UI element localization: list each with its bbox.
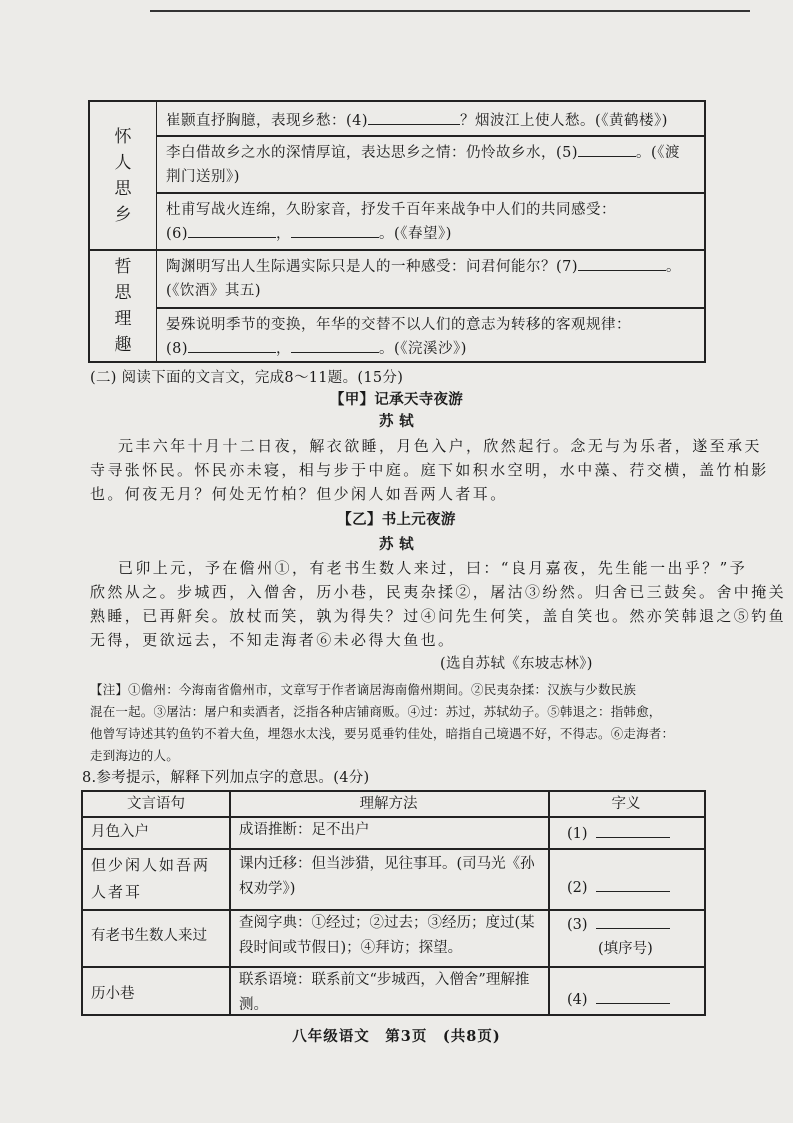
row-text: (6) xyxy=(166,226,189,242)
row-text: 陶渊明写出人生际遇实际只是人的一种感受：问君何能尔？(7) xyxy=(166,259,579,275)
annotation-line: 他曾写诗述其钓鱼钓不着大鱼，埋怨水太浅，要另觅垂钓佳处，暗指自己境遇不好，不得志。⑥走海者： xyxy=(90,726,675,741)
row-1-answer xyxy=(567,822,697,847)
passage-yi-line: 已卯上元，予在儋州①，有老书生数人来过，曰：“良月嘉夜，先生能一出乎？”予 xyxy=(118,559,748,577)
passage-yi-line: 欣然从之。步城西，入僧舍，历小巷，民夷杂揉②，屠沽③纷然。归舍已三鼓矣。舍中掩关 xyxy=(90,583,787,601)
answer-blank-7[interactable] xyxy=(578,256,666,271)
answer-blank-6b[interactable] xyxy=(291,223,379,238)
poetry-fill-table xyxy=(88,100,706,363)
category-char: 思 xyxy=(114,178,132,199)
fill-row-7 xyxy=(156,251,704,307)
header-method: 理解方法 xyxy=(359,796,418,812)
category-char: 理 xyxy=(114,309,132,329)
passage-jia-line: 元丰六年十月十二日夜，解衣欲睡，月色入户，欣然起行。念无与为乐者，遂至承天 xyxy=(118,437,762,455)
answer-blank-4[interactable] xyxy=(596,989,670,1004)
answer-number: (2) xyxy=(567,880,588,896)
row-text: (8) xyxy=(166,341,189,357)
category-char: 思 xyxy=(114,283,132,303)
answer-number: (1) xyxy=(567,826,588,842)
annotation-line: 混在一起。③屠沽：屠户和卖酒者，泛指各种店铺商贩。④过：苏过，苏轼幼子。⑤韩退之：指韩愈， xyxy=(90,704,662,719)
row-text: 崔颢直抒胸臆，表现乡愁：(4) xyxy=(166,113,369,129)
answer-blank-6a[interactable] xyxy=(188,223,276,238)
answer-number: (3) xyxy=(567,917,588,933)
fill-row-8: 晏殊说明季节的变换，年华的交替不以人们的意志为转移的客观规律： (8) ， 。(《浣溪沙》) xyxy=(166,317,631,357)
row-2-sentence: 但少闲人如吾两人者耳 xyxy=(91,856,211,901)
category-huairen-sixiang xyxy=(90,102,156,249)
passage-jia-line: 也。何夜无月？何处无竹柏？但少闲人如吾两人者耳。 xyxy=(90,485,508,503)
row-3-method: 查阅字典：①经过；②过去；③经历；度过(某段时间或节假日)；④拜访；探望。 xyxy=(239,915,535,956)
col-divider xyxy=(548,792,550,1014)
passage-source: (选自苏轼《东坡志林》) xyxy=(440,656,593,672)
fill-row-4 xyxy=(156,105,704,135)
row-1-method: 成语推断：足不出户 xyxy=(239,822,370,838)
col-divider xyxy=(229,792,231,1014)
row-3-answer-note: (填序号) xyxy=(598,941,653,957)
question-8-prompt: 8.参考提示，解释下列加点字的意思。(4分) xyxy=(82,770,370,786)
category-zhesi-liqu xyxy=(90,249,156,363)
row-text: 杜甫写战火连绵，久盼家音，抒发千百年来战争中人们的共同感受： xyxy=(166,202,616,218)
row-1-sentence: 月色入户 xyxy=(91,824,149,840)
category-char: 趣 xyxy=(114,335,132,355)
passage-jia-line: 寺寻张怀民。怀民亦未寝，相与步于中庭。庭下如积水空明，水中藻、荇交横，盖竹柏影 xyxy=(90,461,769,479)
row-text: (《饮酒》其五) xyxy=(166,283,262,299)
header-sentence: 文言语句 xyxy=(127,796,185,812)
row-4-sentence: 历小巷 xyxy=(91,986,135,1002)
passage-yi-line: 熟睡，已再鼾矣。放杖而笑，孰为得失？过④问先生何笑，盖自笑也。然亦笑韩退之⑤钓鱼 xyxy=(90,607,787,625)
row-3-sentence: 有老书生数人来过 xyxy=(91,928,207,944)
answer-blank-8b[interactable] xyxy=(291,338,379,353)
category-char: 怀 xyxy=(114,126,132,147)
answer-blank-2[interactable] xyxy=(596,877,670,892)
row-3-answer xyxy=(567,913,697,938)
word-meaning-table xyxy=(81,790,706,1016)
passage-yi-author: 苏 轼 xyxy=(379,536,414,553)
row-4-method: 联系语境：联系前文“步城西，入僧舍”理解推测。 xyxy=(239,972,530,1013)
answer-number: (4) xyxy=(567,992,588,1008)
annotation-line: 走到海边的人。 xyxy=(90,748,179,763)
passage-jia-author: 苏 轼 xyxy=(379,413,414,430)
row-2-method: 课内迁移：但当涉猎，见往事耳。(司马光《孙权劝学》) xyxy=(239,856,535,897)
row-text: 晏殊说明季节的变换，年华的交替不以人们的意志为转移的客观规律： xyxy=(166,317,631,333)
fill-row-6: 杜甫写战火连绵，久盼家音，抒发千百年来战争中人们的共同感受： (6) ， 。(《春望》) xyxy=(166,202,616,242)
row-text: ？烟波江上使人愁。(《黄鹤楼》) xyxy=(460,113,668,129)
row-divider xyxy=(83,848,704,850)
answer-blank-4[interactable] xyxy=(368,110,460,125)
row-2-answer xyxy=(567,876,697,901)
section-2-heading: (二) 阅读下面的文言文，完成8～11题。(15分) xyxy=(90,370,404,386)
category-char: 人 xyxy=(114,152,132,173)
answer-blank-3[interactable] xyxy=(596,914,670,929)
passage-yi-line: 无得，更欲远去，不知走海者⑥未必得大鱼也。 xyxy=(90,631,456,649)
row-text: 。(《浣溪沙》) xyxy=(379,341,467,357)
row-text: 。(《春望》) xyxy=(379,226,452,242)
row-text: 。 xyxy=(666,259,682,275)
answer-blank-8a[interactable] xyxy=(188,338,276,353)
row-text: 李白借故乡之水的深情厚谊，表达思乡之情：仍怜故乡水，(5) xyxy=(166,145,579,161)
category-char: 乡 xyxy=(114,204,132,225)
fill-row-5 xyxy=(156,137,704,192)
passage-yi-title: 【乙】书上元夜游 xyxy=(337,511,456,528)
passage-jia-title: 【甲】记承天寺夜游 xyxy=(329,391,464,408)
answer-blank-1[interactable] xyxy=(596,823,670,838)
category-char: 哲 xyxy=(114,257,132,277)
header-meaning: 字义 xyxy=(611,796,641,812)
answer-blank-5[interactable] xyxy=(578,142,636,157)
row-4-answer xyxy=(567,988,697,1013)
annotation-line: 【注】①儋州：今海南省儋州市，文章写于作者谪居海南儋州期间。②民夷杂揉：汉族与少数民族 xyxy=(90,682,637,697)
row-text: 荆门送别》) xyxy=(166,169,240,185)
row-text: 。(《渡 xyxy=(636,145,680,161)
page-footer: 八年级语文 第3页 (共8页) xyxy=(292,1028,501,1045)
